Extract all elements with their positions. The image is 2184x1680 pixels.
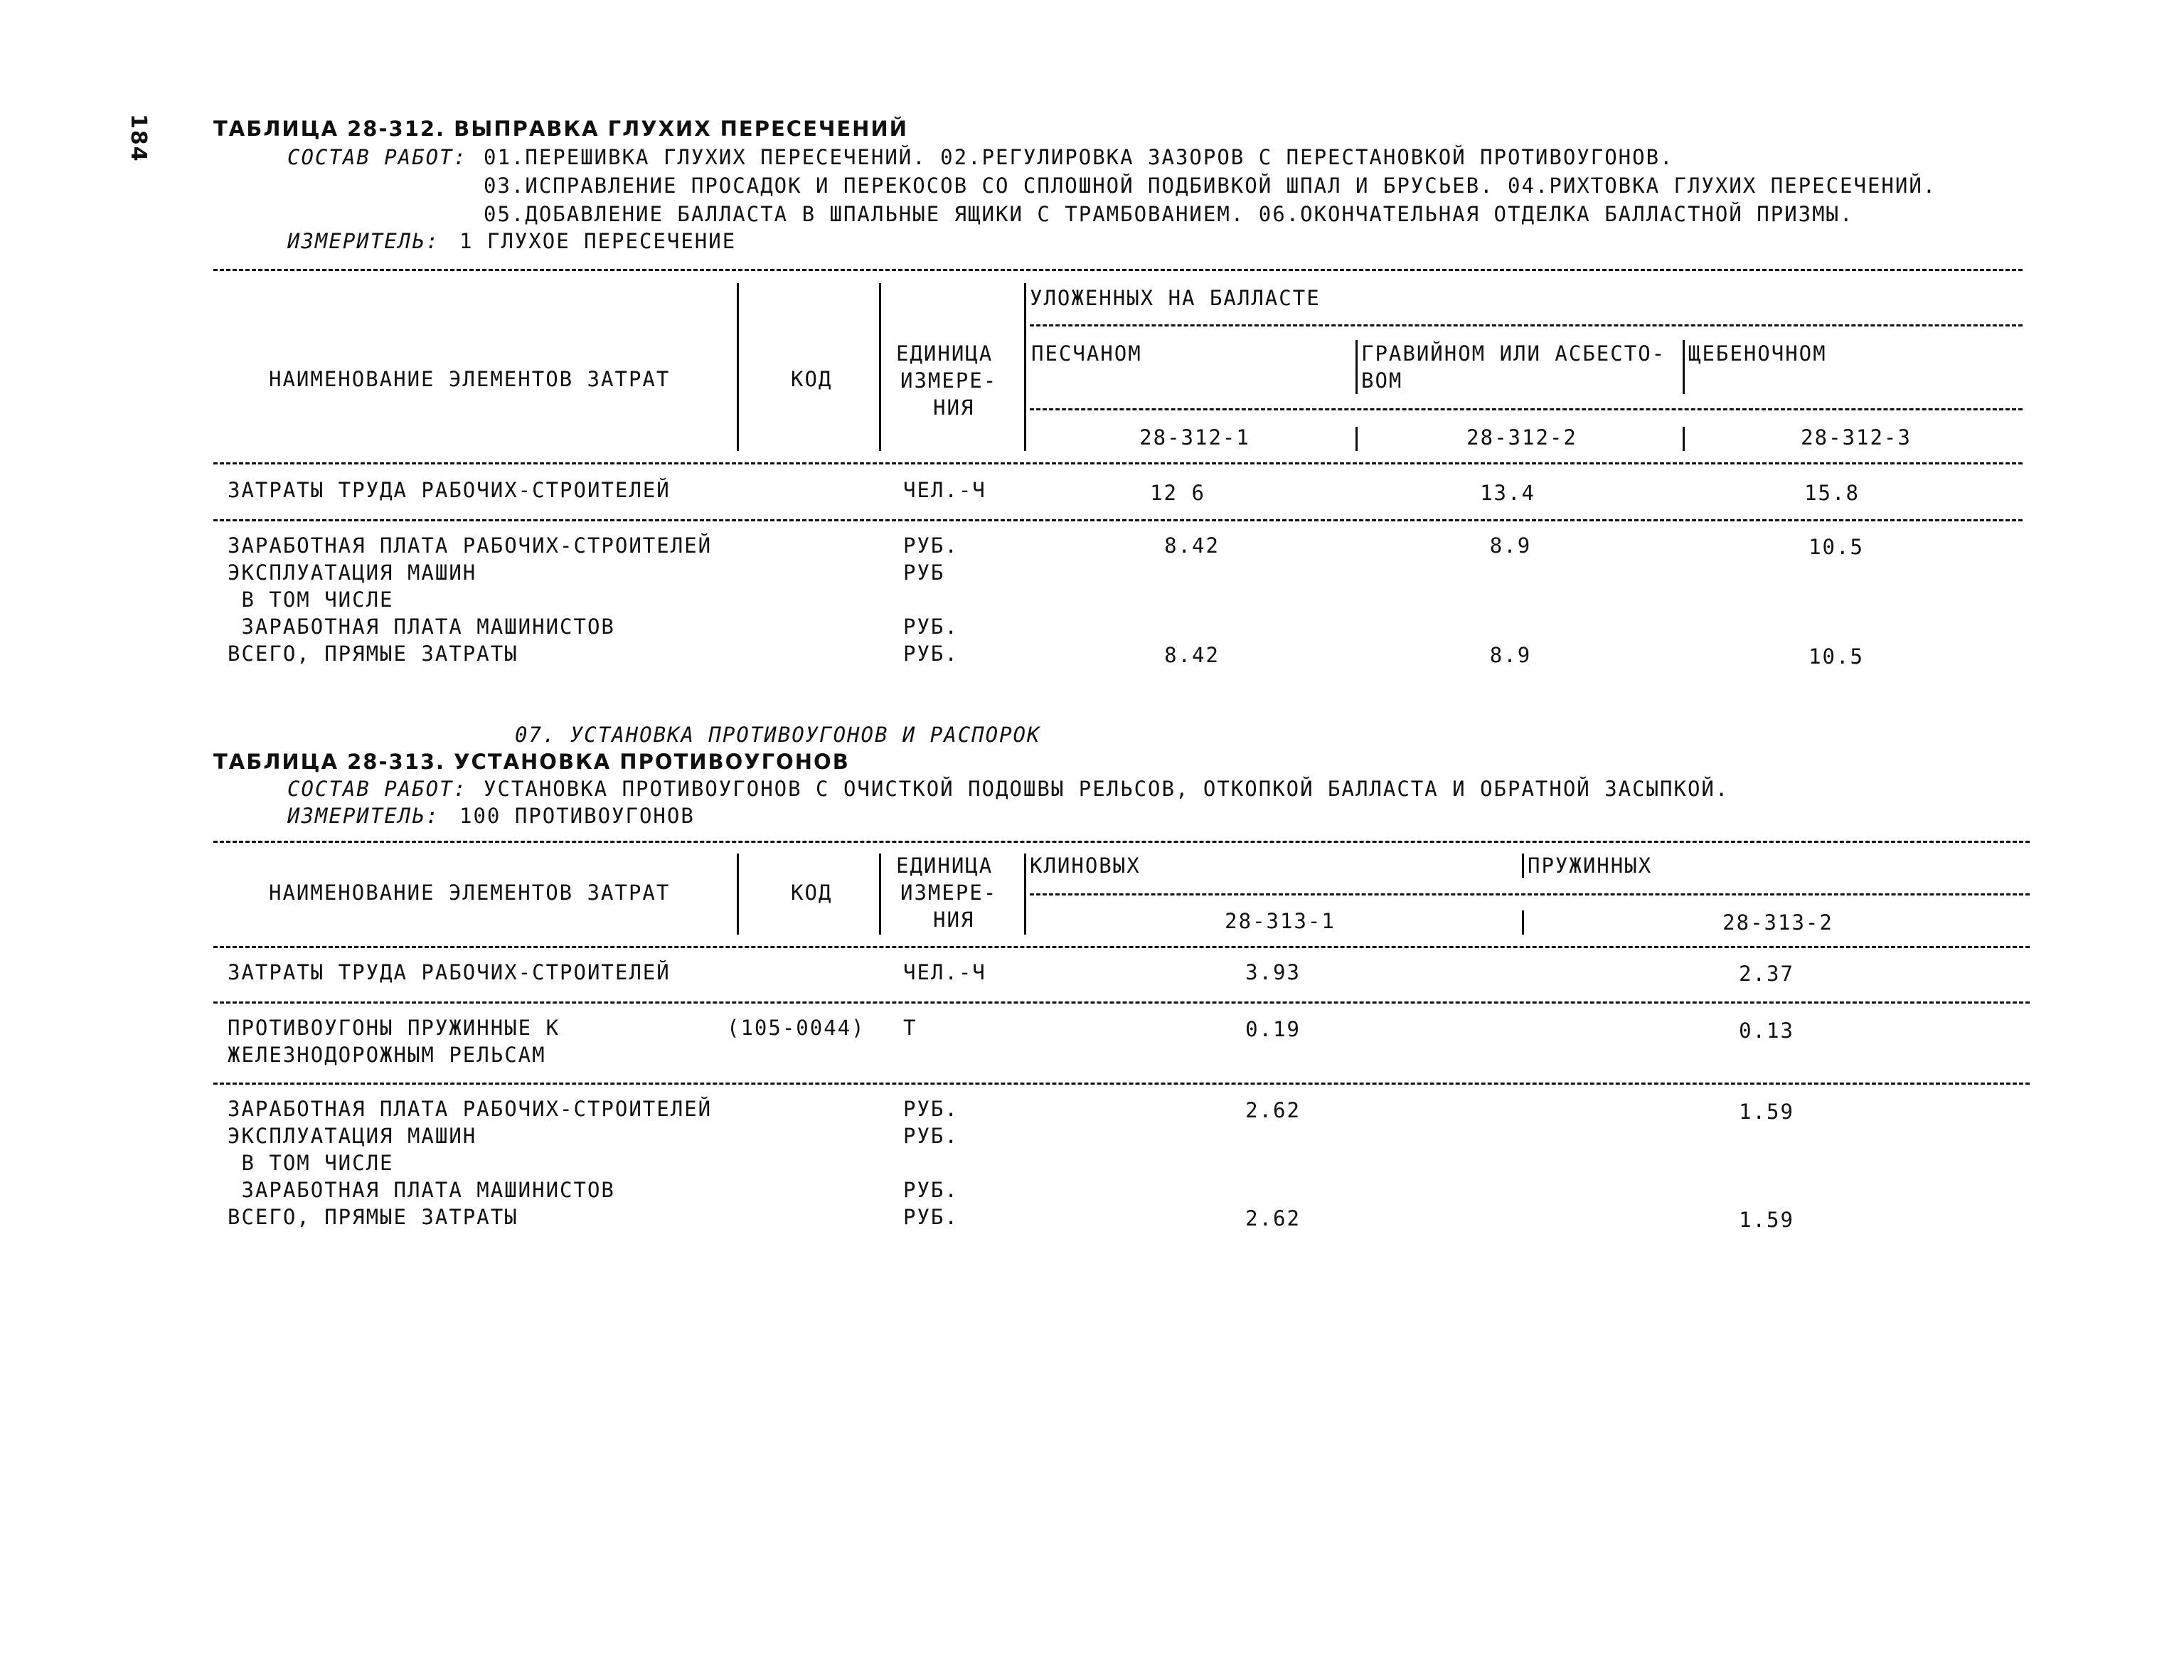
table1-header-col2-2: ВОМ xyxy=(1361,368,1403,393)
table2-vbar-unit-left xyxy=(879,854,881,935)
table1-code-2: 28-312-2 xyxy=(1466,425,1577,450)
table1-vbar-col3-left xyxy=(1683,340,1685,394)
table1-meter-label: ИЗМЕРИТЕЛЬ: xyxy=(287,229,440,253)
table2-title: ТАБЛИЦА 28-313. УСТАНОВКА ПРОТИВОУГОНОВ xyxy=(213,750,850,774)
table2-header-name: НАИМЕНОВАНИЕ ЭЛЕМЕНТОВ ЗАТРАТ xyxy=(269,881,671,905)
section-heading: 07. УСТАНОВКА ПРОТИВОУГОНОВ И РАСПОРОК xyxy=(515,723,1041,747)
table1-labor-value-2: 13.4 xyxy=(1480,481,1535,505)
table2-header-unit-3: НИЯ xyxy=(933,908,975,932)
table2-row-name: ЗАРАБОТНАЯ ПЛАТА МАШИНИСТОВ xyxy=(228,1178,615,1202)
table1-group-rule xyxy=(1030,324,2023,326)
table2-meter-label: ИЗМЕРИТЕЛЬ: xyxy=(287,804,440,828)
table1-row-unit: РУБ. xyxy=(903,615,959,639)
table2-composition-label: СОСТАВ РАБОТ: xyxy=(287,777,467,801)
table1-row-value: 10.5 xyxy=(1809,644,1864,669)
table1-row-unit: РУБ xyxy=(903,560,945,585)
table1-row-value: 8.9 xyxy=(1489,643,1532,667)
table2-code-2: 28-313-2 xyxy=(1722,910,1833,935)
table1-row-value: 8.42 xyxy=(1164,533,1220,558)
table1-labor-name: ЗАТРАТЫ ТРУДА РАБОЧИХ-СТРОИТЕЛЕЙ xyxy=(228,478,671,502)
table2-row-unit: РУБ. xyxy=(903,1097,959,1121)
table1-composition-line-3: 05.ДОБАВЛЕНИЕ БАЛЛАСТА В ШПАЛЬНЫЕ ЯЩИКИ С ТРАМБОВАНИЕМ. 06.ОКОНЧАТЕЛЬНАЯ ОТДЕЛКА БАЛЛАСТНОЙ ПРИЗМЫ. xyxy=(484,202,1854,226)
table2-vbar-code-left xyxy=(737,854,739,935)
table1-row-unit: РУБ. xyxy=(903,642,959,666)
table1-vbar-code2-left xyxy=(1355,427,1358,451)
table2-header-col2: ПРУЖИННЫХ xyxy=(1528,854,1653,878)
table1-composition-line-1: 01.ПЕРЕШИВКА ГЛУХИХ ПЕРЕСЕЧЕНИЙ. 02.РЕГУЛИРОВКА ЗАЗОРОВ С ПЕРЕСТАНОВКОЙ ПРОТИВОУГОНОВ. xyxy=(484,145,1674,169)
table1-labor-bottom-rule xyxy=(213,519,2023,521)
table2-row-unit: РУБ. xyxy=(903,1124,959,1148)
table1-header-name: НАИМЕНОВАНИЕ ЭЛЕМЕНТОВ ЗАТРАТ xyxy=(269,367,671,391)
table1-composition-line-2: 03.ИСПРАВЛЕНИЕ ПРОСАДОК И ПЕРЕКОСОВ СО СПЛОШНОЙ ПОДБИВКОЙ ШПАЛ И БРУСЬЕВ. 04.РИХТОВКА ГЛУХИХ ПЕРЕСЕЧЕНИЙ. xyxy=(484,174,1937,198)
table1-composition-label: СОСТАВ РАБОТ: xyxy=(287,145,467,169)
table1-row-name: ВСЕГО, ПРЯМЫЕ ЗАТРАТЫ xyxy=(228,642,518,666)
table1-header-col2-1: ГРАВИЙНОМ ИЛИ АСБЕСТО- xyxy=(1361,341,1666,366)
table2-header-code: КОД xyxy=(791,881,833,905)
table1-title: ТАБЛИЦА 28-312. ВЫПРАВКА ГЛУХИХ ПЕРЕСЕЧЕНИЙ xyxy=(213,117,908,141)
table1-row-name: ЗАРАБОТНАЯ ПЛАТА РАБОЧИХ-СТРОИТЕЛЕЙ xyxy=(228,533,713,558)
table2-row-value: 2.62 xyxy=(1245,1206,1301,1230)
table1-row-name: В ТОМ ЧИСЛЕ xyxy=(228,588,394,612)
table1-vbar-code-left xyxy=(737,283,739,451)
table2-vbar-col2-left xyxy=(1522,854,1524,878)
table2-labor-value-2: 2.37 xyxy=(1739,962,1794,986)
table1-labor-value-1: 12 6 xyxy=(1150,481,1205,505)
table2-row-name: ВСЕГО, ПРЯМЫЕ ЗАТРАТЫ xyxy=(228,1205,518,1229)
table1-row-value: 8.42 xyxy=(1164,643,1220,667)
table2-header-bottom-rule xyxy=(213,946,2030,948)
table2-labor-unit: ЧЕЛ.-Ч xyxy=(903,960,986,984)
table2-row-value: 1.59 xyxy=(1739,1100,1794,1124)
page-number: 184 xyxy=(126,114,151,163)
table2-labor-value-1: 3.93 xyxy=(1245,960,1301,984)
table2-material-value-1: 0.19 xyxy=(1245,1017,1301,1041)
table1-vbar-col2-left xyxy=(1355,340,1358,394)
table1-row-name: ЗАРАБОТНАЯ ПЛАТА МАШИНИСТОВ xyxy=(228,615,615,639)
table1-header-code: КОД xyxy=(791,367,833,391)
table2-composition-text: УСТАНОВКА ПРОТИВОУГОНОВ С ОЧИСТКОЙ ПОДОШВЫ РЕЛЬСОВ, ОТКОПКОЙ БАЛЛАСТА И ОБРАТНОЙ ЗАСЫПКОЙ. xyxy=(484,777,1730,801)
table1-code-3: 28-312-3 xyxy=(1801,425,1912,450)
table1-labor-value-3: 15.8 xyxy=(1804,481,1860,505)
table2-vbar-code2-left xyxy=(1522,910,1524,935)
table2-row-unit: РУБ. xyxy=(903,1205,959,1229)
table2-codes-rule xyxy=(1030,893,2030,895)
table1-row-value: 10.5 xyxy=(1809,535,1864,559)
table2-material-value-2: 0.13 xyxy=(1739,1019,1794,1043)
table2-material-code: (105-0044) xyxy=(727,1016,865,1040)
table2-labor-name: ЗАТРАТЫ ТРУДА РАБОЧИХ-СТРОИТЕЛЕЙ xyxy=(228,960,671,984)
table1-vbar-unit-left xyxy=(879,283,881,451)
table1-codes-rule xyxy=(1030,408,2023,410)
table2-material-name-2: ЖЕЛЕЗНОДОРОЖНЫМ РЕЛЬСАМ xyxy=(228,1043,546,1067)
table2-header-unit-2: ИЗМЕРЕ- xyxy=(900,881,998,905)
table1-header-bottom-rule xyxy=(213,462,2023,464)
table1-vbar-code3-left xyxy=(1683,427,1685,451)
table2-meter-value: 100 ПРОТИВОУГОНОВ xyxy=(459,804,695,828)
table2-row-value: 2.62 xyxy=(1245,1098,1301,1122)
table2-row-name: В ТОМ ЧИСЛЕ xyxy=(228,1151,394,1175)
table2-top-rule xyxy=(213,841,2030,843)
table2-material-unit: Т xyxy=(903,1016,917,1040)
table1-row-value: 8.9 xyxy=(1489,533,1532,558)
table2-row-unit: РУБ. xyxy=(903,1178,959,1202)
table2-material-name-1: ПРОТИВОУГОНЫ ПРУЖИННЫЕ К xyxy=(228,1016,560,1040)
table1-header-unit-1: ЕДИНИЦА xyxy=(896,341,994,366)
table1-row-name: ЭКСПЛУАТАЦИЯ МАШИН xyxy=(228,560,477,585)
table1-header-unit-3: НИЯ xyxy=(933,395,975,420)
table2-header-unit-1: ЕДИНИЦА xyxy=(896,854,994,878)
table1-header-unit-2: ИЗМЕРЕ- xyxy=(900,368,998,393)
table1-vbar-group-left xyxy=(1024,283,1026,451)
table1-labor-unit: ЧЕЛ.-Ч xyxy=(903,478,986,502)
table2-row-name: ЭКСПЛУАТАЦИЯ МАШИН xyxy=(228,1124,477,1148)
table2-material-bottom-rule xyxy=(213,1083,2030,1085)
table1-row-unit: РУБ. xyxy=(903,533,959,558)
table2-header-col1: КЛИНОВЫХ xyxy=(1030,854,1141,878)
table1-header-col1: ПЕСЧАНОМ xyxy=(1031,341,1142,366)
table2-code-1: 28-313-1 xyxy=(1225,909,1336,933)
table2-row-name: ЗАРАБОТНАЯ ПЛАТА РАБОЧИХ-СТРОИТЕЛЕЙ xyxy=(228,1097,713,1121)
table1-header-group: УЛОЖЕННЫХ НА БАЛЛАСТЕ xyxy=(1030,286,1321,310)
table1-header-col3: ЩЕБЕНОЧНОМ xyxy=(1688,341,1827,366)
table2-vbar-group-left xyxy=(1024,854,1026,935)
table1-top-rule xyxy=(213,269,2023,271)
table1-meter-value: 1 ГЛУХОЕ ПЕРЕСЕЧЕНИЕ xyxy=(459,229,737,253)
table2-row-value: 1.59 xyxy=(1739,1208,1794,1232)
table2-labor-bottom-rule xyxy=(213,1001,2030,1004)
table1-code-1: 28-312-1 xyxy=(1139,425,1250,450)
